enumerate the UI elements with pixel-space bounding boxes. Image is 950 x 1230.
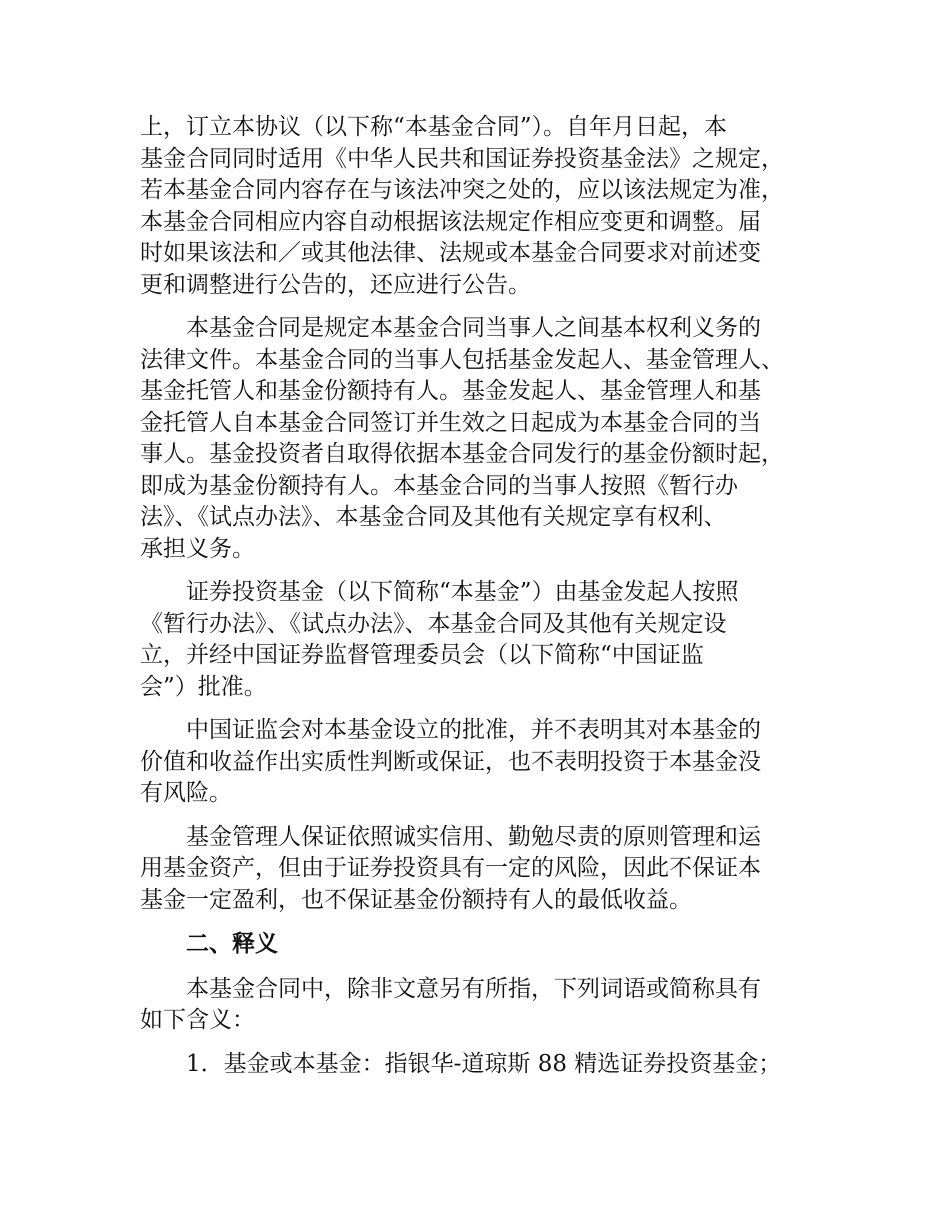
text-line: 中国证监会对本基金设立的批准，并不表明其对本基金的 <box>186 717 761 743</box>
text-line: 基金托管人和基金份额持有人。基金发起人、基金管理人和基 <box>140 378 761 404</box>
paragraph-agreement-intro <box>140 112 810 301</box>
text-line: 金托管人自本基金合同签订并生效之日起成为本基金合同的当 <box>140 409 761 436</box>
text-line: 会”）批准。 <box>140 673 267 700</box>
section-heading-text: 二、释义 <box>186 930 278 957</box>
definition-item <box>140 1049 810 1081</box>
text-line: 用基金资产，但由于证券投资具有一定的风险，因此不保证本 <box>140 855 761 881</box>
paragraph-definitions-intro <box>140 974 810 1037</box>
text-line: 证券投资基金（以下简称“本基金”）由基金发起人按照 <box>186 579 739 605</box>
text-line: 立，并经中国证券监督管理委员会（以下简称“中国证监 <box>140 642 704 668</box>
text-line: 本基金合同是规定本基金合同当事人之间基本权利义务的 <box>186 315 761 341</box>
text-line: 若本基金合同内容存在与该法冲突之处的，应以该法规定为准， <box>140 177 784 203</box>
paragraph-csrc-approval <box>140 715 810 810</box>
section-heading <box>140 928 810 960</box>
paragraph-manager-guarantee <box>140 822 810 917</box>
text-line: 更和调整进行公告的，还应进行公告。 <box>140 271 531 298</box>
text-line: 承担义务。 <box>140 535 255 562</box>
text-line: 基金合同同时适用《中华人民共和国证券投资基金法》之规定， <box>140 145 784 172</box>
text-line: 本基金合同中，除非文意另有所指，下列词语或简称具有 <box>186 975 761 1002</box>
text-line: 有风险。 <box>140 780 232 806</box>
text-line: 基金一定盈利，也不保证基金份额持有人的最低收益。 <box>140 886 692 913</box>
text-line: 即成为基金份额持有人。本基金合同的当事人按照《暂行办 <box>140 472 738 499</box>
paragraph-fund-establishment <box>140 577 810 703</box>
text-line: 法》、《试点办法》、本基金合同及其他有关规定享有权利、 <box>140 504 727 530</box>
text-line: 价值和收益作出实质性判断或保证，也不表明投资于本基金没 <box>140 748 761 775</box>
text-line: 法律文件。本基金合同的当事人包括基金发起人、基金管理人、 <box>140 346 784 373</box>
text-line: 《暂行办法》、《试点办法》、本基金合同及其他有关规定设 <box>140 610 727 637</box>
document-page <box>140 112 810 1092</box>
definition-text: 1．基金或本基金：指银华-道琼斯 88 精选证券投资基金； <box>186 1050 782 1077</box>
text-line: 如下含义： <box>140 1007 255 1033</box>
paragraph-contract-parties <box>140 313 810 565</box>
text-line: 上，订立本协议（以下称“本基金合同”）。自年月日起，本 <box>140 114 728 140</box>
text-line: 时如果该法和／或其他法律、法规或本基金合同要求对前述变 <box>140 240 761 266</box>
text-line: 本基金合同相应内容自动根据该法规定作相应变更和调整。届 <box>140 208 761 235</box>
text-line: 事人。基金投资者自取得依据本基金合同发行的基金份额时起， <box>140 441 784 467</box>
text-line: 基金管理人保证依照诚实信用、勤勉尽责的原则管理和运 <box>186 823 761 850</box>
